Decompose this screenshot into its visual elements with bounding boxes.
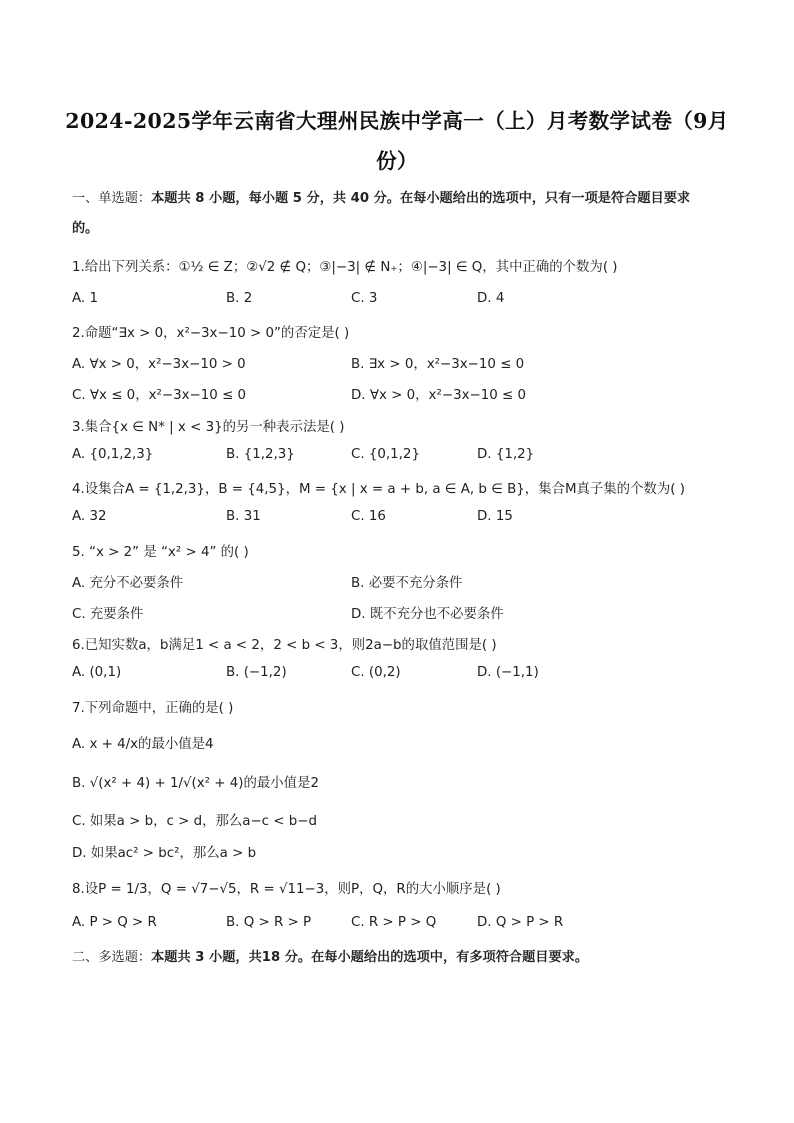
question-7-option-c: C. 如果a > b，c > d，那么a−c < b−d [72, 814, 317, 829]
question-6-option-d: D. (−1,1) [477, 665, 539, 680]
question-1-option-c: C. 3 [351, 291, 378, 306]
question-8-stem: 8.设P = 1/3，Q = √7−√5，R = √11−3，则P，Q，R的大小顺序是( ) [72, 882, 501, 897]
question-3-option-c: C. {0,1,2} [351, 447, 420, 462]
question-2-option-d: D. ∀x > 0，x²−3x−10 ≤ 0 [351, 388, 527, 403]
section-1-header-continued [72, 217, 98, 236]
question-7-option-a: A. x + 4/x的最小值是4 [72, 737, 214, 752]
question-1-option-a: A. 1 [72, 291, 98, 306]
question-5-option-c: C. 充要条件 [72, 607, 144, 622]
question-5-option-b: B. 必要不充分条件 [351, 576, 463, 591]
question-8-option-a: A. P > Q > R [72, 915, 157, 930]
question-3-option-a: A. {0,1,2,3} [72, 447, 154, 462]
section-2-description: 本题共 3 小题，共18 分。在每小题给出的选项中，有多项符合题目要求。 [151, 950, 589, 965]
question-1-stem: 1.给出下列关系：①½ ∈ Z；②√2 ∉ Q；③|−3| ∉ N₊；④|−3| ∈ Q，其中正确的个数为( ) [72, 260, 618, 275]
question-4-stem: 4.设集合A = {1,2,3}，B = {4,5}，M = {x | x = a + b, a ∈ A, b ∈ B}，集合M真子集的个数为( ) [72, 482, 685, 497]
question-8-option-b: B. Q > R > P [226, 915, 312, 930]
question-5-option-a: A. 充分不必要条件 [72, 576, 184, 591]
question-3-option-d: D. {1,2} [477, 447, 535, 462]
question-7-option-d: D. 如果ac² > bc²，那么a > b [72, 846, 257, 861]
question-1-option-d: D. 4 [477, 291, 505, 306]
question-3-option-b: B. {1,2,3} [226, 447, 295, 462]
section-1-lead: 一、单选题： [72, 191, 152, 206]
question-7-option-b: B. √(x² + 4) + 1/√(x² + 4)的最小值是2 [72, 776, 319, 791]
question-5-option-d: D. 既不充分也不必要条件 [351, 607, 504, 622]
section-2-lead: 二、多选题： [72, 950, 152, 965]
question-8-option-d: D. Q > P > R [477, 915, 564, 930]
question-6-option-c: C. (0,2) [351, 665, 401, 680]
question-6-option-a: A. (0,1) [72, 665, 122, 680]
question-7-stem: 7.下列命题中，正确的是( ) [72, 701, 234, 716]
question-4-option-d: D. 15 [477, 509, 513, 524]
section-1-description-end: 的。 [72, 221, 99, 236]
section-1-description: 本题共 8 小题，每小题 5 分，共 40 分。在每小题给出的选项中，只有一项是符合题目要求 [151, 191, 691, 206]
question-5-stem: 5. “x > 2” 是 “x² > 4” 的( ) [72, 545, 249, 560]
question-6-stem: 6.已知实数a，b满足1 < a < 2，2 < b < 3，则2a−b的取值范围是( ) [72, 638, 497, 653]
question-4-option-b: B. 31 [226, 509, 261, 524]
question-6-option-b: B. (−1,2) [226, 665, 287, 680]
question-3-stem: 3.集合{x ∈ N* | x < 3}的另一种表示法是( ) [72, 420, 345, 435]
section-1-header [72, 187, 690, 206]
question-4-option-a: A. 32 [72, 509, 107, 524]
question-2-option-a: A. ∀x > 0，x²−3x−10 > 0 [72, 357, 246, 372]
question-1-option-b: B. 2 [226, 291, 253, 306]
question-2-stem: 2.命题“∃x > 0，x²−3x−10 > 0”的否定是( ) [72, 326, 350, 341]
question-2-option-b: B. ∃x > 0，x²−3x−10 ≤ 0 [351, 357, 525, 372]
question-2-option-c: C. ∀x ≤ 0，x²−3x−10 ≤ 0 [72, 388, 247, 403]
question-4-option-c: C. 16 [351, 509, 386, 524]
question-8-option-c: C. R > P > Q [351, 915, 437, 930]
exam-title-continued: 份） [376, 149, 418, 173]
section-2-header [72, 946, 588, 965]
exam-title: 2024-2025学年云南省大理州民族中学高一（上）月考数学试卷（9月 [65, 109, 729, 133]
